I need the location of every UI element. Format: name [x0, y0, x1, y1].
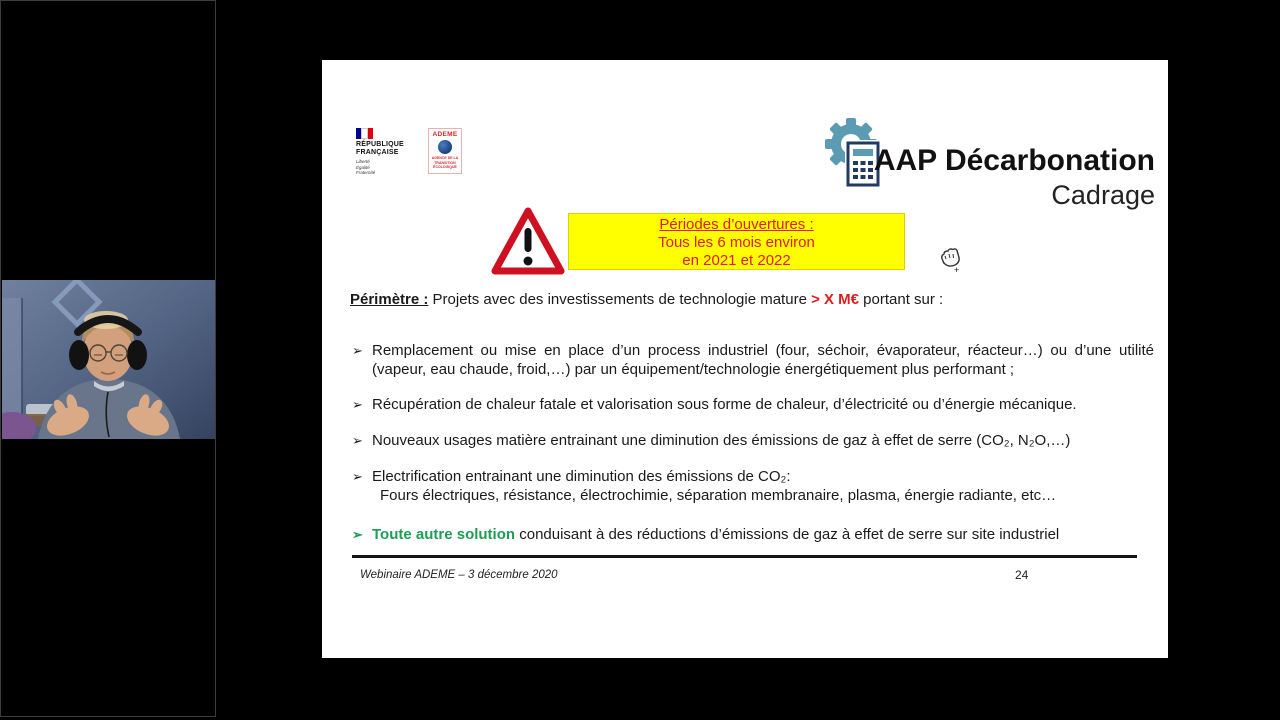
- bullet-toute-autre-solution: [352, 525, 1154, 544]
- rf-motto-line2: Égalité: [356, 164, 370, 170]
- webcam-illustration: [2, 280, 215, 439]
- bullet-arrow-icon: ➢: [352, 397, 363, 412]
- bullet-arrow-icon: ➢: [352, 343, 363, 358]
- bullet-text: conduisant à des réductions d’émissions de gaz à effet de serre sur site industriel: [515, 526, 1060, 543]
- bullet-text: Nouveaux usages matière entrainant une diminution des émissions de gaz à effet de serre (CO₂, N₂O,…): [372, 432, 1071, 449]
- ademe-logo: [428, 128, 462, 174]
- ademe-tagline-line3: ÉCOLOGIQUE: [433, 165, 457, 169]
- bullet-subtext: Fours électriques, résistance, électrochimie, séparation membranaire, plasma, énergie radiante, etc…: [380, 487, 1057, 504]
- rf-logo-name-line2: FRANÇAISE: [356, 149, 399, 156]
- bullet-text: Récupération de chaleur fatale et valorisation sous forme de chaleur, d’électricité ou d’énergie mécanique.: [372, 396, 1077, 413]
- presenter-panel: [0, 0, 216, 717]
- banner-line3: en 2021 et 2022: [682, 252, 791, 269]
- bullet-arrow-icon: ➢: [352, 433, 363, 448]
- slide-title: AAP Décarbonation: [873, 144, 1155, 177]
- footer-webinar-label: Webinaire ADEME – 3 décembre 2020: [360, 569, 558, 581]
- perimetre-tail: portant sur :: [859, 291, 944, 308]
- perimetre-label: Périmètre :: [350, 291, 429, 308]
- perimetre-amount: > X M€: [811, 291, 860, 308]
- bullet-remplacement: [352, 341, 1154, 379]
- rf-motto-line3: Fraternité: [356, 170, 376, 175]
- bullet-arrow-icon: ➢: [352, 469, 363, 484]
- warning-triangle-icon: [490, 206, 566, 278]
- ademe-globe-icon: [438, 140, 452, 154]
- banner-line2: Tous les 6 mois environ: [658, 234, 815, 251]
- svg-text:+: +: [954, 265, 960, 275]
- slide-subtitle: Cadrage: [1051, 180, 1155, 210]
- bullet-lead-green: Toute autre solution: [372, 526, 516, 543]
- presentation-slide: [322, 60, 1168, 658]
- bullet-nouveaux-usages: [352, 431, 1154, 450]
- bullet-text: Electrification entrainant une diminution des émissions de CO₂:: [372, 468, 791, 485]
- rf-motto-line1: Liberté: [356, 159, 370, 164]
- rf-logo-name-line1: RÉPUBLIQUE: [356, 141, 404, 148]
- banner-line1: Périodes d’ouvertures :: [659, 216, 814, 233]
- republique-francaise-logo: [356, 128, 410, 176]
- ademe-tagline-line1: AGENCE DE LA: [431, 156, 459, 160]
- presenter-webcam: [2, 280, 215, 439]
- perimetre-line: [350, 291, 1150, 308]
- bullet-electrification: [352, 467, 1154, 505]
- footer-divider: [352, 555, 1137, 558]
- ademe-tagline-line2: TRANSITION: [434, 160, 456, 165]
- bullet-text: Remplacement ou mise en place d’un process industriel (four, séchoir, évaporateur, réacteur…) ou d’une utilité (vapeur, eau chaude, froid,…) par un équipement/technologie énergétiquement plus performant ;: [372, 342, 1154, 378]
- opening-periods-banner: [568, 213, 905, 270]
- bullet-arrow-icon: ➢: [352, 527, 363, 542]
- french-flag-icon: [356, 128, 373, 139]
- ademe-logo-name: ADEME: [432, 131, 458, 138]
- perimetre-body: Projets avec des investissements de technologie mature: [428, 291, 812, 308]
- grab-hand-cursor-icon: [938, 248, 962, 275]
- bullet-recuperation: [352, 395, 1154, 414]
- slide-page-number: 24: [1015, 568, 1029, 582]
